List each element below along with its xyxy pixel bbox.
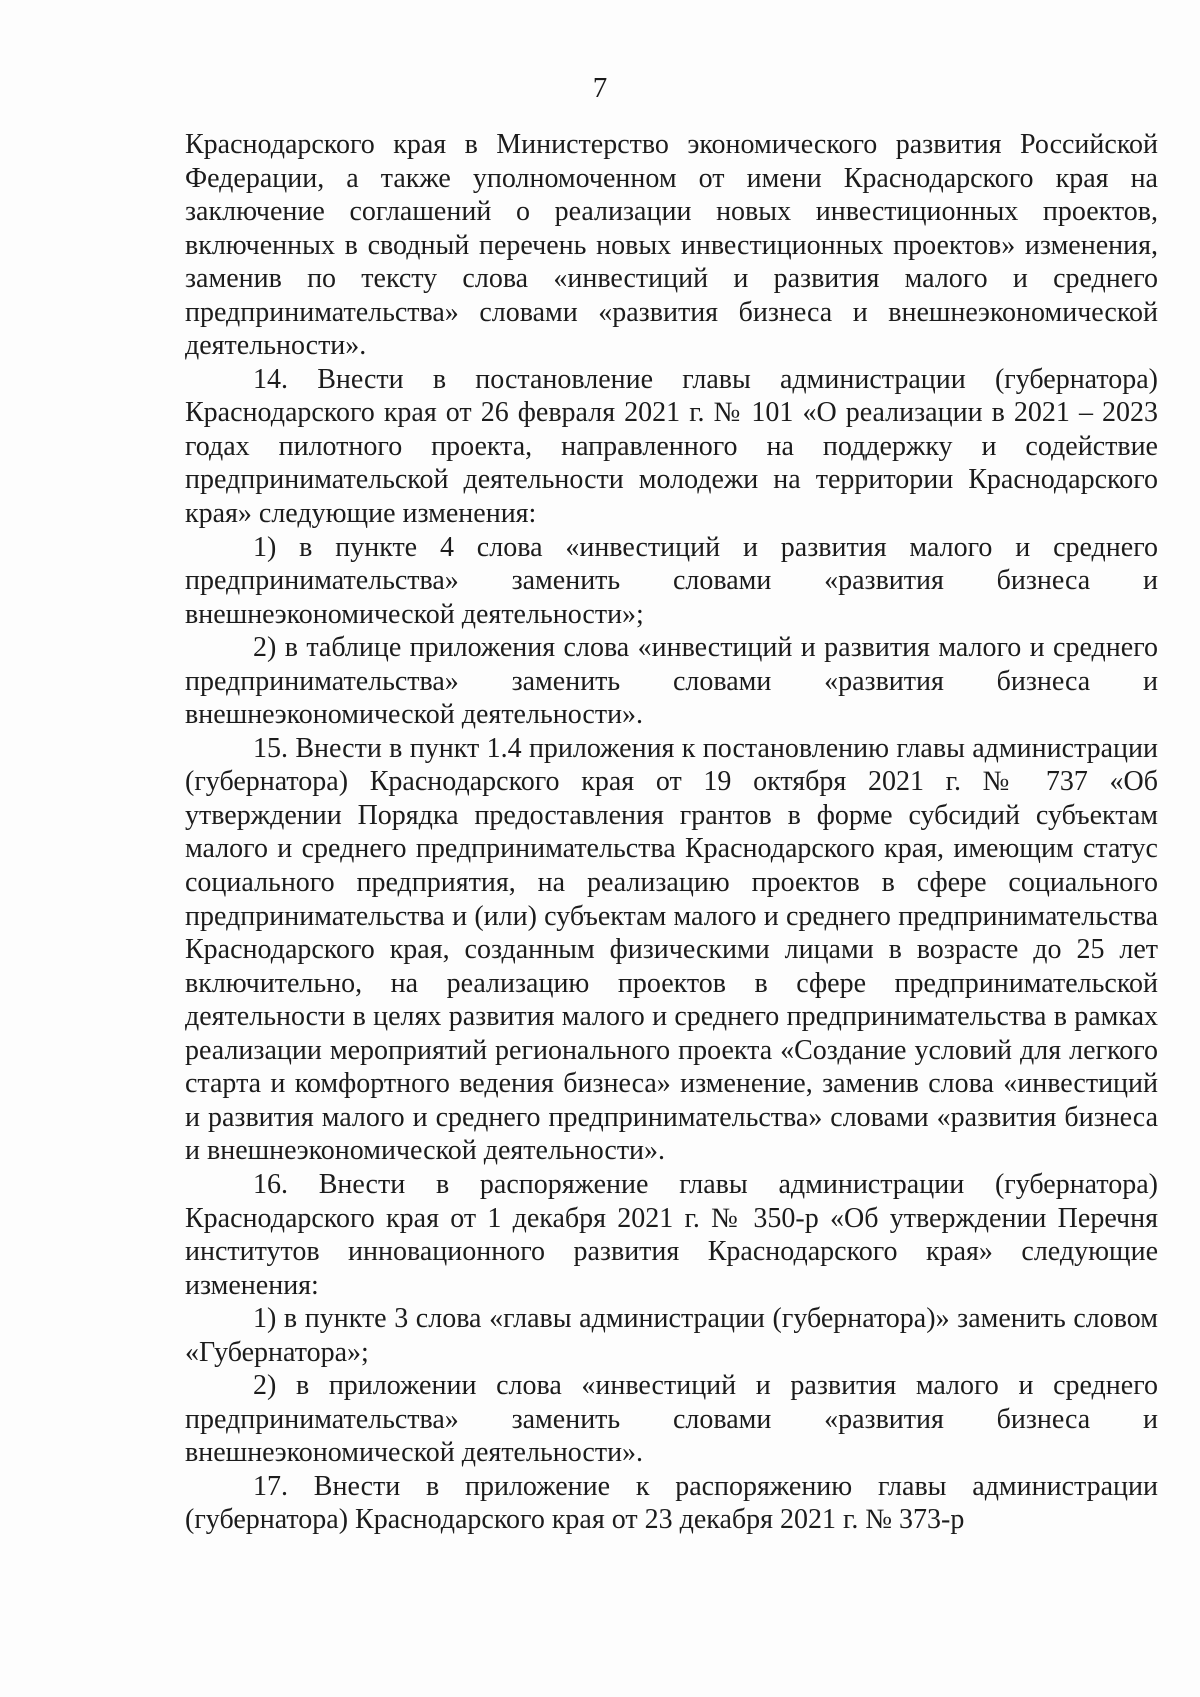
document-body	[185, 128, 1158, 1537]
paragraph-item-16: 16. Внести в распоряжение главы администрации (губернатора) Краснодарского края от 1 декабря 2021 г. № 350-р «Об утверждении Перечня институтов инновационного развития Краснодарского края» следующие изменения:	[185, 1168, 1158, 1301]
paragraph-item-14-2: 2) в таблице приложения слова «инвестиций и развития малого и среднего предпринимательства» заменить словами «развития бизнеса и внешнеэкономической деятельности».	[185, 632, 1158, 731]
paragraph-item-16-2: 2) в приложении слова «инвестиций и развития малого и среднего предпринимательства» заменить словами «развития бизнеса и внешнеэкономической деятельности».	[185, 1370, 1158, 1469]
page-number: 7	[592, 72, 608, 104]
paragraph-item-16-1: 1) в пункте 3 слова «главы администрации (губернатора)» заменить словом «Губернатора»;	[185, 1303, 1158, 1368]
paragraph-item-14-1: 1) в пункте 4 слова «инвестиций и развития малого и среднего предпринимательства» заменить словами «развития бизнеса и внешнеэкономической деятельности»;	[185, 531, 1158, 630]
paragraph-continuation: Краснодарского края в Министерство экономического развития Российской Федерации, а также уполномоченном от имени Краснодарского края на заключение соглашений о реализации новых инвестиционных проектов, включенных в сводный перечень новых инвестиционных проектов» изменения, заменив по тексту слова «инвестиций и развития малого и среднего предпринимательства» словами «развития бизнеса и внешнеэкономической деятельности».	[185, 129, 1158, 362]
paragraph-item-15: 15. Внести в пункт 1.4 приложения к постановлению главы администрации (губернатора) Краснодарского края от 19 октября 2021 г. № 737 «Об утверждении Порядка предоставления грантов в форме субсидий субъектам малого и среднего предпринимательства Краснодарского края, имеющим статус социального предприятия, на реализацию проектов в сфере социального предпринимательства и (или) субъектам малого и среднего предпринимательства Краснодарского края, созданным физическими лицами в возрасте до 25 лет включительно, на реализацию проектов в сфере предпринимательской деятельности в целях развития малого и среднего предпринимательства в рамках реализации мероприятий регионального проекта «Создание условий для легкого старта и комфортного ведения бизнеса» изменение, заменив слова «инвестиций и развития малого и среднего предпринимательства» словами «развития бизнеса и внешнеэкономической деятельности».	[185, 732, 1158, 1167]
paragraph-item-14: 14. Внести в постановление главы администрации (губернатора) Краснодарского края от 26 февраля 2021 г. № 101 «О реализации в 2021 – 2023 годах пилотного проекта, направленного на поддержку и содействие предпринимательской деятельности молодежи на территории Краснодарского края» следующие изменения:	[185, 363, 1158, 530]
paragraph-item-17: 17. Внести в приложение к распоряжению главы администрации (губернатора) Краснодарского края от 23 декабря 2021 г. № 373-р	[185, 1470, 1158, 1536]
